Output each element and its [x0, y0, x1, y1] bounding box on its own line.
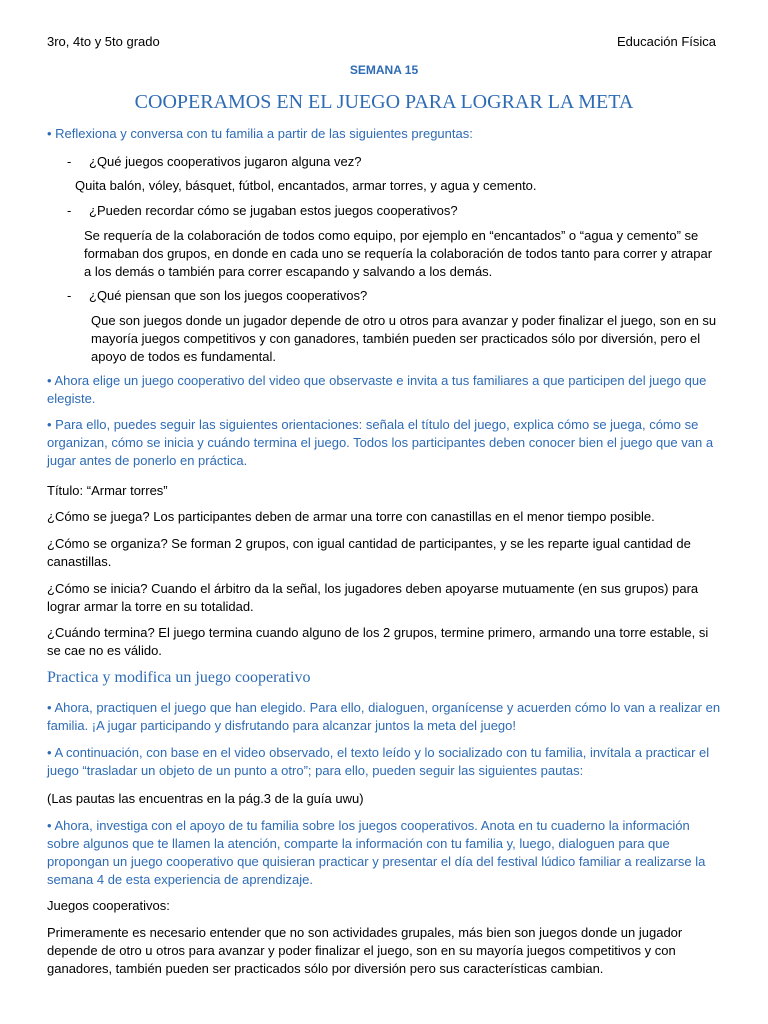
dash-bullet: - — [67, 154, 72, 169]
question-1 — [67, 153, 717, 171]
guidelines-note: (Las pautas las encuentras en la pág.3 de la guía uwu) — [47, 791, 364, 806]
header-grade: 3ro, 4to y 5to grado — [47, 34, 160, 49]
game-title-line — [47, 482, 723, 500]
week-label: SEMANA 15 — [349, 63, 419, 77]
intro-bullet: • Reflexiona y conversa con tu familia a partir de las siguientes preguntas: — [47, 126, 473, 141]
cooperative-games-text: Primeramente es necesario entender que no son actividades grupales, más bien son juegos donde un jugador depende de otro u otros para avanzar y poder finalizar el juego, son en su mayoría juegos competitivos y con ganadores, también pueden ser practicados sólo por diversión pero sus características cambian. — [47, 925, 683, 976]
how-organized — [47, 535, 723, 571]
page-title: COOPERAMOS EN EL JUEGO PARA LOGRAR LA META — [134, 91, 634, 113]
how-starts-text: Cuando el árbitro da la señal, los jugadores deben apoyarse mutuamente (en sus grupos) para lograr armar la torre en su totalidad. — [47, 581, 699, 614]
research-bullet: • Ahora, investiga con el apoyo de tu familia sobre los juegos cooperativos. Anota en tu cuaderno la información sobre algunos que te llamen la atención, comparte la información con tu familia y, luego, dialoguen para que propongan un juego cooperativo que quisieran practicar y presentar el día del festival lúdico familiar a realizarse la semana 4 de esta experiencia de aprendizaje. — [47, 818, 706, 887]
practice-bullet: • Ahora, practiquen el juego que han elegido. Para ello, dialoguen, organícense y acuerden cómo lo van a realizar en familia. ¡A jugar participando y disfrutando para alcanzar juntos la meta del juego! — [47, 700, 721, 733]
how-to-play-text: Los participantes deben de armar una torre con canastillas en el menor tiempo posible. — [153, 509, 655, 524]
when-ends-text: El juego termina cuando alguno de los 2 grupos, termine primero, armando una torre estable, si se cae no es válido. — [47, 625, 709, 658]
how-starts — [47, 580, 723, 616]
instruction-orientations: • Para ello, puedes seguir las siguientes orientaciones: señala el título del juego, explica cómo se juega, cómo se organizan, cómo se inicia y cuándo termina el juego. Todos los participantes deben conocer bien el juego que van a jugar antes de ponerlo en práctica. — [47, 417, 714, 468]
dash-bullet: - — [67, 288, 72, 303]
question-3-text: ¿Qué piensan que son los juegos cooperativos? — [89, 288, 368, 303]
move-object-bullet: • A continuación, con base en el video observado, el texto leído y lo socializado con tu familia, invítala a practicar el juego “trasladar un objeto de un punto a otro”; para ello, pueden seguir las siguientes pautas: — [47, 745, 710, 778]
answer-1: Quita balón, vóley, básquet, fútbol, encantados, armar torres, y agua y cemento. — [75, 178, 537, 193]
answer-3: Que son juegos donde un jugador depende de otro u otros para avanzar y poder finalizar el juego, son en su mayoría juegos competitivos y con ganadores, también pueden ser practicados sólo por diversión, pero el apoyo de todos es fundamental. — [91, 313, 717, 364]
question-2-text: ¿Pueden recordar cómo se jugaban estos juegos cooperativos? — [89, 203, 458, 218]
instruction-choose-game: • Ahora elige un juego cooperativo del video que observaste e invita a tus familiares a que participen del juego que elegiste. — [47, 373, 707, 406]
answer-2: Se requería de la colaboración de todos como equipo, por ejemplo en “encantados” o “agua y cemento” se formaban dos grupos, en donde en cada uno se requería la colaboración de todos tanto para correr y atrapar a los demás o también para correr escapando y salvando a los demás. — [84, 228, 713, 279]
game-title-label: Título: — [47, 483, 84, 498]
header-subject: Educación Física — [617, 34, 716, 49]
question-1-text: ¿Qué juegos cooperativos jugaron alguna vez? — [89, 154, 362, 169]
how-to-play-label: ¿Cómo se juega? — [47, 509, 150, 524]
when-ends-label: ¿Cuándo termina? — [47, 625, 155, 640]
how-organized-text: Se forman 2 grupos, con igual cantidad de participantes, y se les reparte igual cantidad de canastillas. — [47, 536, 691, 569]
how-starts-label: ¿Cómo se inicia? — [47, 581, 148, 596]
dash-bullet: - — [67, 203, 72, 218]
game-title-value: “Armar torres” — [86, 483, 168, 498]
question-2 — [67, 202, 717, 220]
when-ends — [47, 624, 723, 660]
cooperative-games-label: Juegos cooperativos: — [47, 898, 170, 913]
section-subtitle: Practica y modifica un juego cooperativo — [47, 669, 311, 686]
how-to-play — [47, 508, 723, 526]
how-organized-label: ¿Cómo se organiza? — [47, 536, 168, 551]
question-3 — [67, 287, 717, 305]
